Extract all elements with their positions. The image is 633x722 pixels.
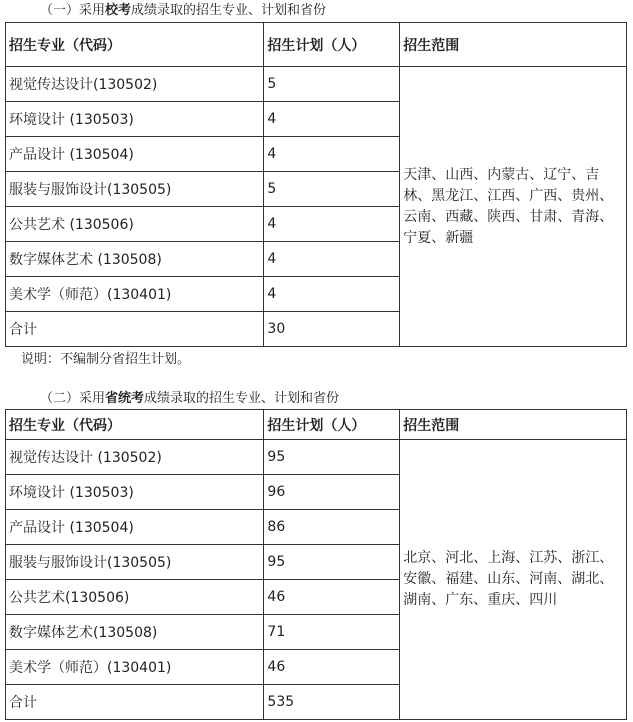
section1-note: 说明：不编制分省招生计划。 [21,352,191,367]
major-cell: 产品设计 (130504) [6,510,264,545]
header-major: 招生专业（代码） [6,23,264,67]
header-plan: 招生计划（人） [264,23,400,67]
plan-cell: 95 [264,545,400,580]
total-value: 30 [264,312,400,347]
plan-cell: 71 [264,615,400,650]
major-cell: 公共艺术 (130506) [6,207,264,242]
plan-cell: 4 [264,102,400,137]
header-range: 招生范围 [400,410,627,440]
total-label: 合计 [6,685,264,720]
section1-title-prefix: （一）采用 [40,3,106,18]
major-cell: 公共艺术(130506) [6,580,264,615]
header-plan: 招生计划（人） [264,410,400,440]
major-cell: 产品设计 (130504) [6,137,264,172]
table-row [6,67,627,102]
section1-title [40,3,326,19]
section2-title-suffix: 成绩录取的招生专业、计划和省份 [144,391,340,406]
plan-cell: 95 [264,440,400,475]
table-row [6,440,627,475]
table-header-row [6,410,627,440]
plan-cell: 86 [264,510,400,545]
section1-title-bold: 校考 [105,3,132,18]
header-major: 招生专业（代码） [6,410,264,440]
table-header-row [6,23,627,67]
plan-cell: 4 [264,207,400,242]
section2-table [5,409,627,720]
range-cell: 天津、山西、内蒙古、辽宁、吉林、黑龙江、江西、广西、贵州、云南、西藏、陕西、甘肃、青海、宁夏、新疆 [400,67,627,347]
range-cell: 北京、河北、上海、江苏、浙江、安徽、福建、山东、河南、湖北、湖南、广东、重庆、四川 [400,440,627,720]
plan-cell: 46 [264,580,400,615]
major-cell: 数字媒体艺术(130508) [6,615,264,650]
major-cell: 美术学（师范）(130401) [6,650,264,685]
major-cell: 服装与服饰设计(130505) [6,172,264,207]
major-cell: 视觉传达设计(130502) [6,67,264,102]
major-cell: 数字媒体艺术 (130508) [6,242,264,277]
plan-cell: 96 [264,475,400,510]
section1-table [5,22,627,347]
plan-cell: 4 [264,137,400,172]
section2-title [40,391,339,407]
major-cell: 视觉传达设计 (130502) [6,440,264,475]
section1-title-suffix: 成绩录取的招生专业、计划和省份 [131,3,327,18]
section2-title-bold: 省统考 [105,391,145,406]
major-cell: 美术学（师范）(130401) [6,277,264,312]
plan-cell: 5 [264,172,400,207]
plan-cell: 4 [264,277,400,312]
major-cell: 环境设计 (130503) [6,475,264,510]
section2-title-prefix: （二）采用 [40,391,106,406]
header-range: 招生范围 [400,23,627,67]
major-cell: 环境设计 (130503) [6,102,264,137]
total-label: 合计 [6,312,264,347]
plan-cell: 5 [264,67,400,102]
plan-cell: 4 [264,242,400,277]
plan-cell: 46 [264,650,400,685]
major-cell: 服装与服饰设计(130505) [6,545,264,580]
total-value: 535 [264,685,400,720]
